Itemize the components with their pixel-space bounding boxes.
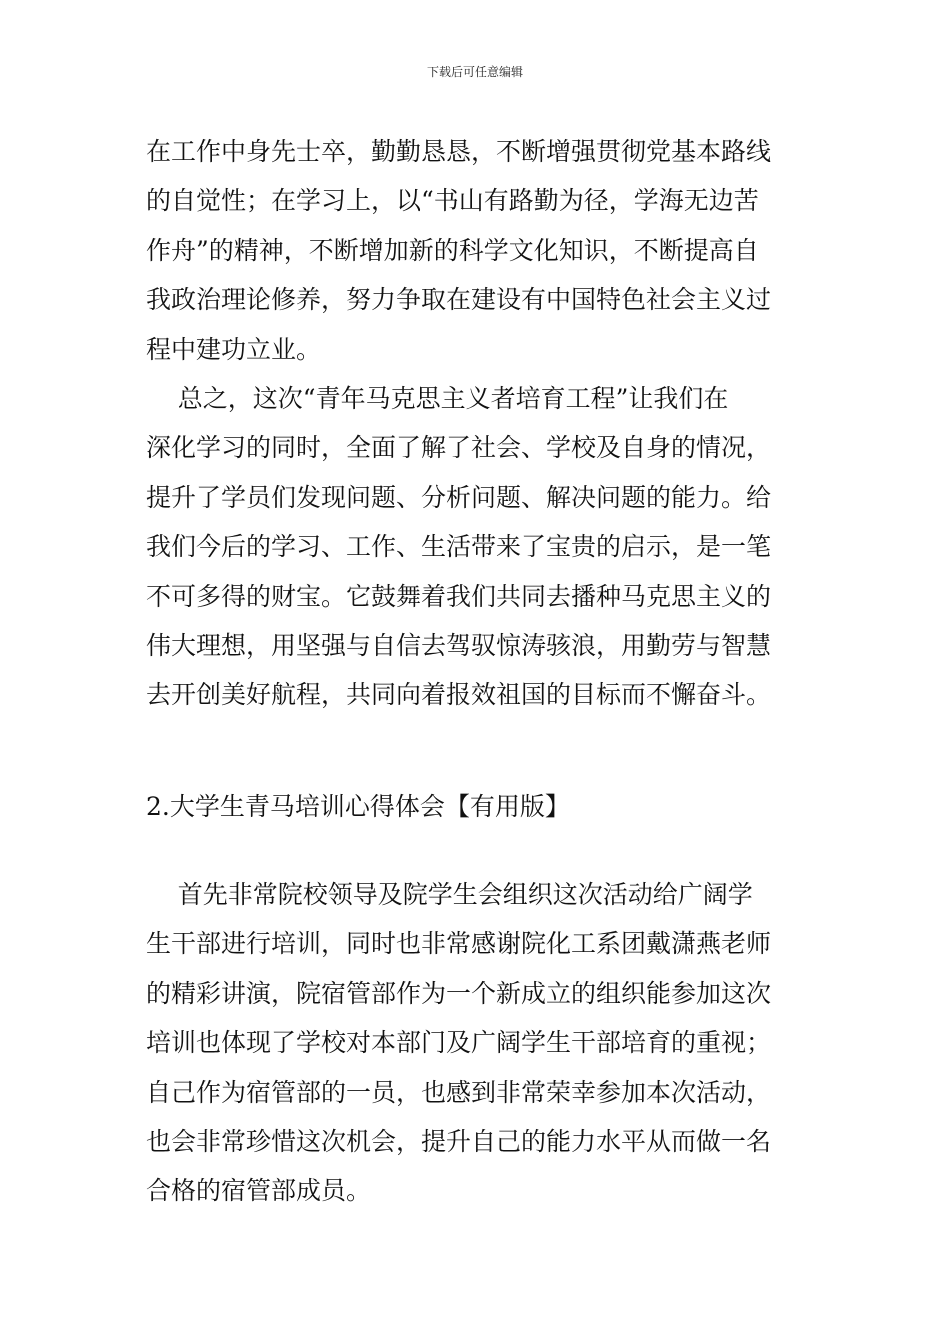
paragraph-section-body: 首先非常院校领导及院学生会组织这次活动给广阔学 生干部进行培训，同时也非常感谢院化工系团戴潇燕老师 的精彩讲演，院宿管部作为一个新成立的组织能参加这次 培训也体现了学校对本部门及广阔学生干部培育的重视； 自己作为宿管部的一员，也感到非常荣幸参加本次活动， 也会非常珍惜这次机会，提升自己的能力水平从而做一名 合格的宿管部成员。 [146, 880, 772, 1206]
page-header-note: 下载后可任意编辑 [426, 65, 523, 79]
paragraph-conclusion: 总之，这次“青年马克思主义者培育工程”让我们在 深化学习的同时，全面了解了社会、学校及自身的情况， 提升了学员们发现问题、分析问题、解决问题的能力。给 我们今后的学习、工作、生活带来了宝贵的启示，是一笔 不可多得的财宝。它鼓舞着我们共同去播种马克思主义的 伟大理想，用坚强与自信去驾驭惊涛骇浪，用勤劳与智慧 去开创美好航程，共同向着报效祖国的目标而不懈奋斗。 [146, 384, 772, 710]
paragraph-continuation: 在工作中身先士卒，勤勤恳恳，不断增强贯彻党基本路线 的自觉性；在学习上，以“书山有路勤为径，学海无边苦 作舟”的精神，不断增加新的科学文化知识，不断提高自 我政治理论修养，努力争取在建设有中国特色社会主义过 程中建功立业。 [146, 137, 772, 364]
section-heading: 2.大学生青马培训心得体会【有用版】 [146, 792, 570, 821]
